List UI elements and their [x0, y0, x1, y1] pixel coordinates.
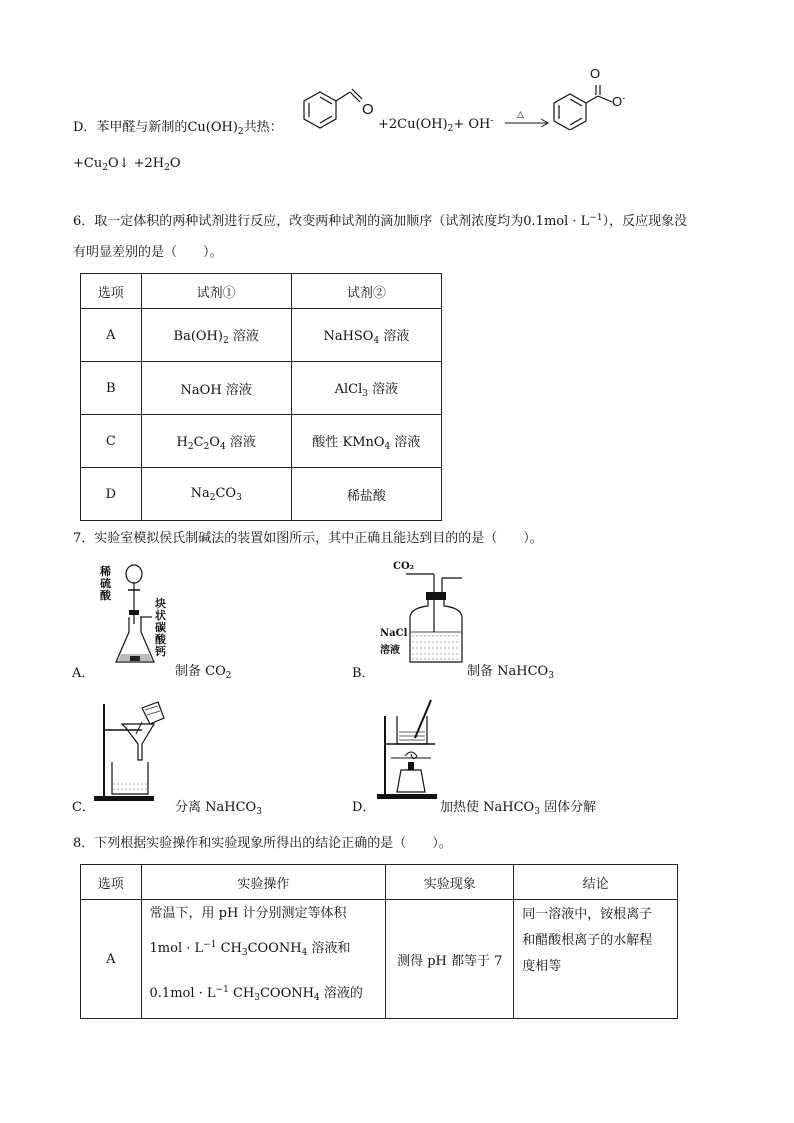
caption-text-end: 固体分解	[539, 800, 597, 815]
q5d-line1	[73, 116, 283, 137]
carboxylate-o: O	[612, 94, 623, 109]
q5d-mid-sub: 2	[447, 124, 454, 134]
q5d-l2sub2: 2	[164, 163, 170, 173]
q8-header-phenomenon: 实验现象	[386, 865, 514, 900]
table-row	[81, 900, 678, 1019]
cell-sub: 3	[362, 388, 369, 399]
concl-line1: 同一溶液中，铵根离子	[522, 907, 653, 922]
q5d-l2b: O↓ +2H	[107, 156, 165, 171]
co2-gas-label: CO₂	[393, 561, 415, 572]
cell-sub: 4	[219, 441, 226, 452]
q6-option-cell: D	[81, 468, 142, 521]
cell-sub: 2	[209, 492, 216, 503]
cell-text-end: 溶液	[368, 381, 399, 397]
op-text: 溶液和	[307, 941, 351, 956]
q6-reagent2-cell	[291, 309, 441, 362]
solution-label: 溶液	[380, 645, 400, 656]
q6-reagent1-cell	[141, 415, 291, 468]
q6-header-reagent1: 试剂①	[141, 274, 291, 309]
table-row	[81, 468, 442, 521]
cell-text: O	[209, 434, 220, 450]
q5d-mid-plus: +2Cu(OH)	[378, 117, 448, 132]
q6-header-reagent2: 试剂②	[291, 274, 441, 309]
cell-text: H	[176, 434, 188, 450]
cell-text-end: CO	[215, 485, 237, 501]
q5d-suffix: 共热：	[243, 120, 283, 135]
q5d-line2	[73, 156, 181, 173]
q5d-mid	[378, 116, 493, 134]
cell-text-end: 溶液	[225, 434, 256, 450]
cell-text-end: 溶液	[228, 328, 259, 344]
cell-sub: 4	[373, 335, 380, 346]
op-text: COONH	[259, 986, 314, 1001]
cell-sub: 2	[187, 441, 194, 452]
op-text: 0.1mol · L	[149, 986, 216, 1001]
op-sub: 4	[301, 948, 308, 958]
q6-option-cell: A	[81, 309, 142, 362]
table-row	[81, 415, 442, 468]
cell-text: C	[193, 434, 204, 450]
q5d-sub: 2	[237, 127, 244, 137]
q6-conc: 0.1mol · L	[523, 214, 590, 229]
q5d-prefix: D．苯甲醛与新制的	[73, 120, 188, 135]
table-row	[81, 362, 442, 415]
caption-sub: 3	[534, 807, 540, 817]
q8-option-cell: A	[81, 900, 142, 1019]
heat-delta-symbol: △	[517, 110, 524, 120]
cell-text-end: 溶液	[379, 328, 410, 344]
op-text: COONH	[247, 941, 302, 956]
carbonyl-oxygen-label: O	[590, 66, 601, 81]
cell-sub: 2	[203, 441, 210, 452]
q6-header-row	[81, 274, 442, 309]
op-text: CH	[216, 941, 242, 956]
caption-text: 加热使 NaHCO	[440, 800, 535, 815]
q6-reagent2-cell	[291, 415, 441, 468]
table-row	[81, 309, 442, 362]
option-d-caption	[440, 796, 596, 817]
option-c-caption	[175, 796, 262, 817]
q6-reagent2-cell: 稀盐酸	[291, 468, 441, 521]
q8-header-operation: 实验操作	[141, 865, 386, 900]
op-text: CH	[228, 986, 255, 1001]
cell-text: AlCl	[334, 381, 363, 397]
q6-header-option: 选项	[81, 274, 142, 309]
q6-stem-line2: 有明显差别的是（ ）。	[73, 245, 223, 260]
q7-stem: 7．实验室模拟侯氏制碱法的装置如图所示，其中正确且能达到目的的是（ ）。	[73, 531, 543, 546]
op-sub: 3	[254, 993, 260, 1003]
nacl-label: NaCl	[380, 628, 408, 639]
option-a-letter: A．	[72, 666, 95, 681]
concl-line2: 和醋酸根离子的水解程	[522, 933, 653, 948]
cell-sub: 4	[384, 441, 391, 452]
op-sub: 3	[241, 948, 248, 958]
op-line1: 常温下，用 pH 计分别测定等体积	[149, 906, 347, 921]
carboxylate-oxygen-label	[612, 93, 625, 109]
caption-sub: 3	[256, 807, 262, 817]
q6-reagent1-cell	[141, 362, 291, 415]
heating-apparatus	[375, 698, 445, 804]
q6-conc-sup: −1	[589, 213, 603, 223]
carboxylate-charge: -	[622, 93, 626, 103]
cell-sub: 2	[222, 335, 229, 346]
cell-text-end: 溶液	[390, 434, 421, 450]
caption-text: 制备 CO	[175, 664, 226, 679]
q6-stem-line1	[73, 210, 687, 229]
cell-text: 酸性 KMnO	[312, 434, 385, 450]
gas-bottle-apparatus	[400, 562, 470, 672]
cell-text: NaHSO	[323, 328, 374, 344]
op-line2	[150, 928, 386, 970]
cell-text: Na	[190, 485, 210, 501]
q6-option-cell: C	[81, 415, 142, 468]
q8-header-option: 选项	[81, 865, 142, 900]
calcium-carbonate-label: 块状碳酸钙	[155, 597, 166, 658]
op-sup: −1	[215, 985, 229, 995]
op-sub: 4	[313, 993, 320, 1003]
option-b-caption	[467, 660, 554, 681]
dilute-sulfuric-acid-label: 稀硫酸	[100, 565, 111, 602]
filtration-apparatus	[92, 700, 172, 804]
op-text: 溶液的	[319, 986, 363, 1001]
q6-reagent2-cell	[291, 362, 441, 415]
q8-header-conclusion: 结论	[514, 865, 678, 900]
option-b-letter: B．	[352, 666, 375, 681]
caption-sub: 3	[548, 671, 554, 681]
op-text: 1mol · L	[149, 941, 204, 956]
q8-operation-cell	[141, 900, 386, 1019]
caption-text: 制备 NaHCO	[467, 664, 549, 679]
cell-text: Ba(OH)	[173, 328, 223, 344]
q6-text1-end: ），反应现象没	[602, 214, 688, 229]
aldehyde-oxygen-label: O	[362, 101, 374, 118]
q8-stem: 8．下列根据实验操作和实验现象所得出的结论正确的是（ ）。	[73, 836, 452, 851]
option-a-caption	[175, 660, 231, 681]
q6-text1: 6．取一定体积的两种试剂进行反应，改变两种试剂的滴加顺序（试剂浓度均为	[73, 214, 524, 229]
q8-table	[80, 864, 678, 1019]
op-line3	[150, 970, 386, 1018]
q8-header-row	[81, 865, 678, 900]
option-c-letter: C．	[72, 800, 95, 815]
q5d-l2c: O	[169, 156, 181, 171]
caption-text: 分离 NaHCO	[175, 800, 257, 815]
q8-phenomenon-cell: 测得 pH 都等于 7	[386, 900, 514, 1019]
q5d-oh-sup: -	[490, 116, 494, 126]
reaction-arrow-icon	[505, 118, 551, 128]
q5d-l2a: +Cu	[73, 156, 103, 171]
q6-reagent1-cell	[141, 468, 291, 521]
option-d-letter: D．	[352, 800, 376, 815]
cell-text: NaOH 溶液	[180, 382, 252, 398]
concl-line3: 度相等	[522, 959, 562, 974]
q6-table	[80, 273, 442, 521]
q5d-l2sub: 2	[102, 163, 108, 173]
q5d-cuoh2: Cu(OH)	[187, 120, 238, 135]
q6-reagent1-cell	[141, 309, 291, 362]
q5d-oh: + OH	[453, 117, 491, 132]
op-sup: −1	[203, 940, 217, 950]
q8-conclusion-cell	[514, 900, 678, 1019]
cell-sub: 3	[236, 492, 242, 503]
caption-sub: 2	[225, 671, 232, 681]
q6-option-cell: B	[81, 362, 142, 415]
